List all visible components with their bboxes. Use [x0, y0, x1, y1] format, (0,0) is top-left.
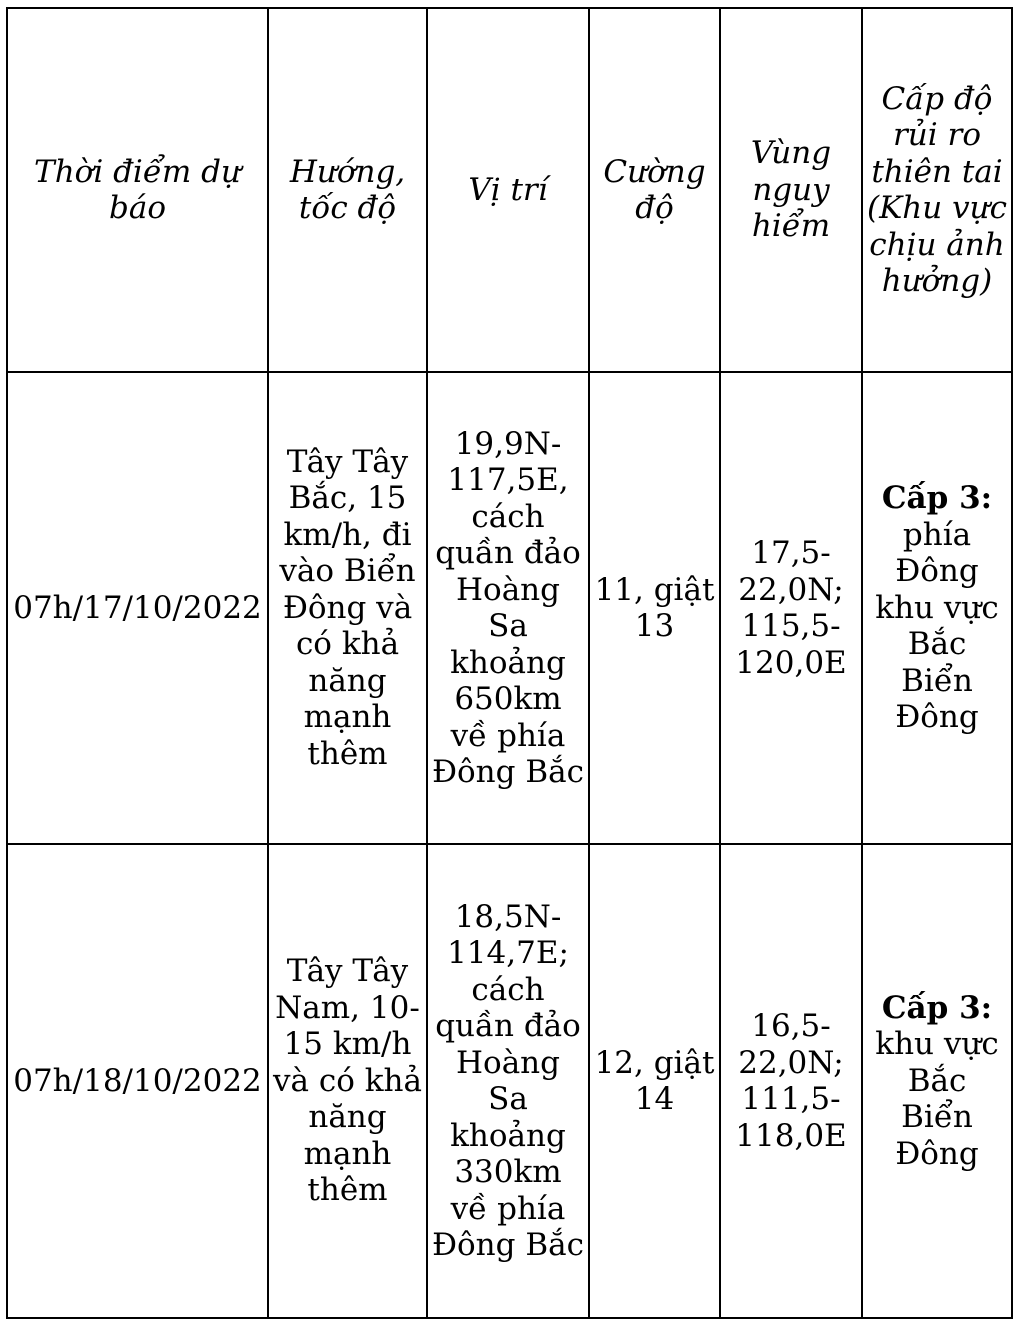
cell-position: 18,5N-114,7E; cách quần đảo Hoàng Sa khoảng 330km về phía Đông Bắc	[427, 844, 589, 1318]
risk-level-label: Cấp 3:	[881, 989, 993, 1026]
table-row	[7, 372, 1012, 844]
header-risk-level: Cấp độ rủi ro thiên tai (Khu vực chịu ảnh hưởng)	[862, 8, 1012, 372]
cell-risk-level	[862, 844, 1012, 1318]
header-position: Vị trí	[427, 8, 589, 372]
header-intensity: Cường độ	[589, 8, 720, 372]
cell-position: 19,9N-117,5E, cách quần đảo Hoàng Sa khoảng 650km về phía Đông Bắc	[427, 372, 589, 844]
risk-level-label: Cấp 3:	[881, 480, 993, 517]
risk-area-text: phía Đông khu vực Bắc Biển Đông	[875, 516, 999, 736]
cell-direction-speed: Tây Tây Bắc, 15 km/h, đi vào Biển Đông và có khả năng mạnh thêm	[268, 372, 427, 844]
cell-forecast-time: 07h/18/10/2022	[7, 844, 268, 1318]
cell-forecast-time: 07h/17/10/2022	[7, 372, 268, 844]
forecast-table	[6, 7, 1013, 1319]
cell-risk-level	[862, 372, 1012, 844]
table-header-row	[7, 8, 1012, 372]
header-forecast-time: Thời điểm dự báo	[7, 8, 268, 372]
cell-intensity: 12, giật 14	[589, 844, 720, 1318]
table-row	[7, 844, 1012, 1318]
cell-direction-speed: Tây Tây Nam, 10-15 km/h và có khả năng mạnh thêm	[268, 844, 427, 1318]
risk-area-text: khu vực Bắc Biển Đông	[875, 1026, 999, 1172]
header-danger-zone: Vùng nguy hiểm	[720, 8, 862, 372]
cell-danger-zone: 17,5-22,0N; 115,5-120,0E	[720, 372, 862, 844]
cell-danger-zone: 16,5-22,0N; 111,5-118,0E	[720, 844, 862, 1318]
header-direction-speed: Hướng, tốc độ	[268, 8, 427, 372]
cell-intensity: 11, giật 13	[589, 372, 720, 844]
